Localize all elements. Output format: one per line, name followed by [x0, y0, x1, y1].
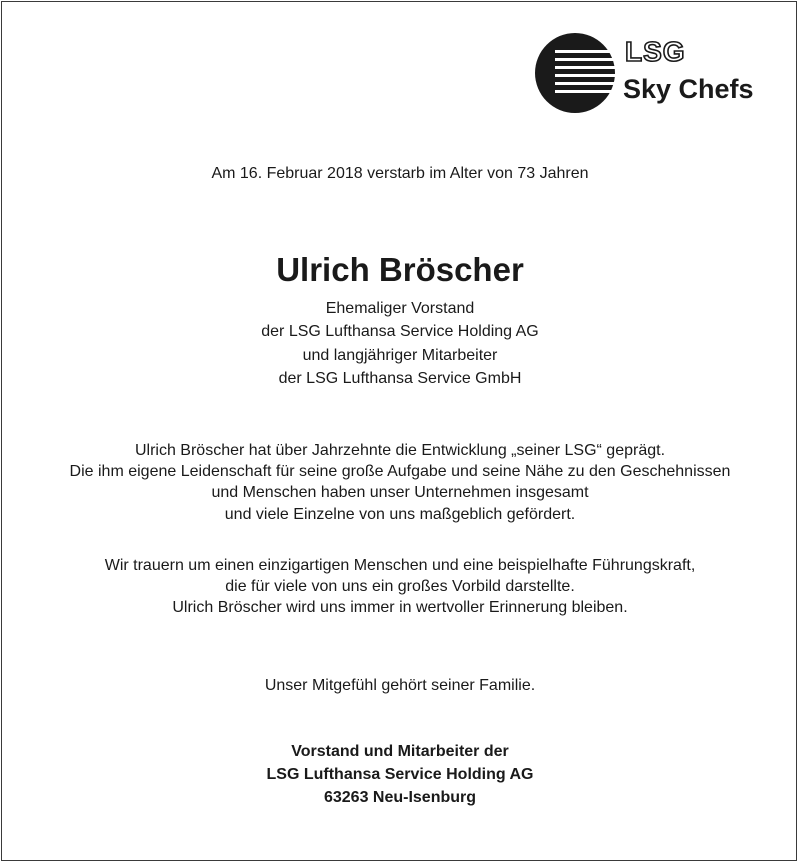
tribute-line: Die ihm eigene Leidenschaft für seine große Aufgabe und seine Nähe zu den Geschehnissen: [69, 463, 731, 480]
logo-lsg-text: LSG: [625, 36, 686, 67]
signature-line: 63263 Neu-Isenburg: [323, 789, 477, 806]
mourning-line: die für viele von uns ein großes Vorbild darstellte.: [225, 578, 575, 595]
condolence-line: Unser Mitgefühl gehört seiner Familie.: [264, 677, 536, 694]
role-line: Ehemaliger Vorstand: [325, 300, 475, 317]
logo-globe-icon: [533, 30, 623, 116]
logo-brand-text: Sky Chefs: [623, 74, 754, 104]
lsg-sky-chefs-logo: [533, 30, 773, 116]
intro-line: Am 16. Februar 2018 verstarb im Alter von 73 Jahren: [211, 165, 589, 182]
mourning-line: Ulrich Bröscher wird uns immer in wertvoller Erinnerung bleiben.: [172, 599, 628, 616]
role-line: der LSG Lufthansa Service Holding AG: [261, 323, 539, 340]
tribute-line: und viele Einzelne von uns maßgeblich gefördert.: [224, 506, 576, 523]
tribute-line: und Menschen haben unser Unternehmen insgesamt: [211, 484, 589, 501]
tribute-line: Ulrich Bröscher hat über Jahrzehnte die Entwicklung „seiner LSG“ geprägt.: [134, 442, 666, 459]
role-line: und langjähriger Mitarbeiter: [302, 347, 498, 364]
mourning-line: Wir trauern um einen einzigartigen Menschen und eine beispielhafte Führungskraft,: [104, 557, 696, 574]
notice-border: [1, 1, 797, 861]
role-line: der LSG Lufthansa Service GmbH: [278, 370, 522, 387]
signature-line: LSG Lufthansa Service Holding AG: [266, 766, 534, 783]
deceased-name: Ulrich Bröscher: [276, 251, 524, 288]
signature-line: Vorstand und Mitarbeiter der: [291, 743, 509, 760]
